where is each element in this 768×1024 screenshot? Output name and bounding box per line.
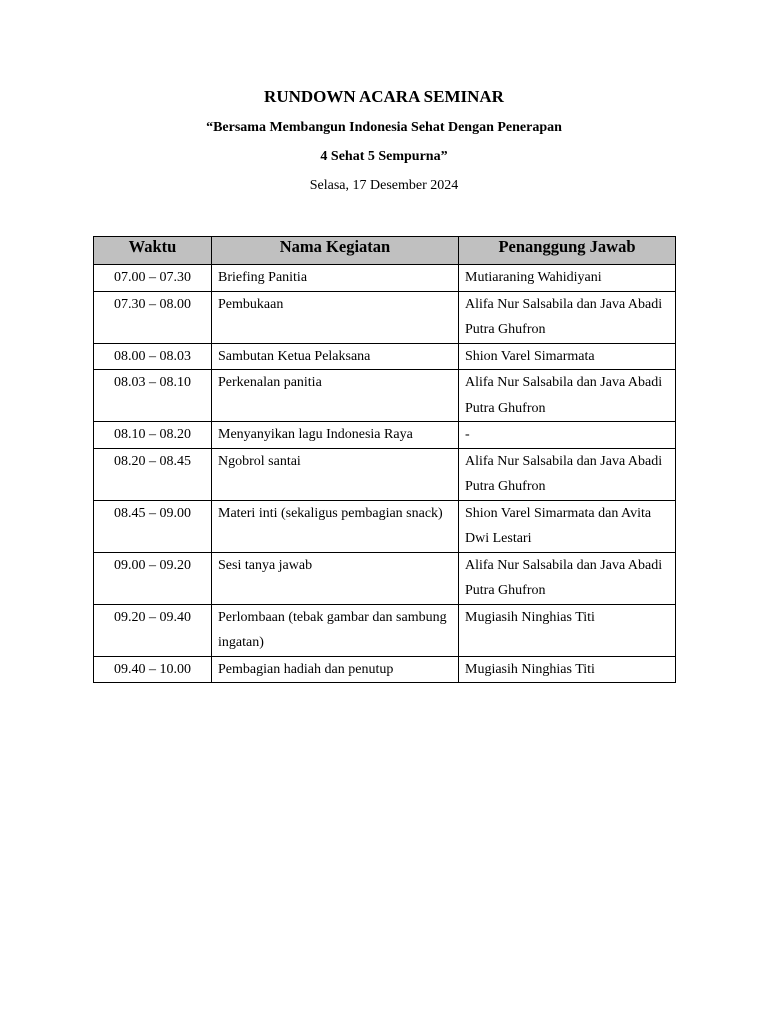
cell-penanggung-jawab: Shion Varel Simarmata dan Avita Dwi Lestari xyxy=(459,500,676,552)
cell-penanggung-jawab: Mugiasih Ninghias Titi xyxy=(459,656,676,683)
cell-kegiatan: Menyanyikan lagu Indonesia Raya xyxy=(212,422,459,449)
cell-penanggung-jawab: Alifa Nur Salsabila dan Java Abadi Putra Ghufron xyxy=(459,552,676,604)
cell-kegiatan: Briefing Panitia xyxy=(212,265,459,292)
cell-kegiatan: Pembagian hadiah dan penutup xyxy=(212,656,459,683)
cell-kegiatan: Sesi tanya jawab xyxy=(212,552,459,604)
cell-waktu: 08.10 – 08.20 xyxy=(94,422,212,449)
table-row xyxy=(94,422,676,449)
header-waktu: Waktu xyxy=(94,237,212,265)
cell-waktu: 08.20 – 08.45 xyxy=(94,448,212,500)
table-row xyxy=(94,370,676,422)
cell-penanggung-jawab: Alifa Nur Salsabila dan Java Abadi Putra Ghufron xyxy=(459,291,676,343)
cell-waktu: 08.00 – 08.03 xyxy=(94,343,212,370)
document-title: RUNDOWN ACARA SEMINAR xyxy=(264,87,504,106)
cell-penanggung-jawab: Mugiasih Ninghias Titi xyxy=(459,604,676,656)
header-nama-kegiatan: Nama Kegiatan xyxy=(212,237,459,265)
table-row xyxy=(94,604,676,656)
header-penanggung-jawab: Penanggung Jawab xyxy=(459,237,676,265)
cell-penanggung-jawab: Shion Varel Simarmata xyxy=(459,343,676,370)
cell-waktu: 07.00 – 07.30 xyxy=(94,265,212,292)
cell-waktu: 09.40 – 10.00 xyxy=(94,656,212,683)
cell-waktu: 08.03 – 08.10 xyxy=(94,370,212,422)
cell-penanggung-jawab: - xyxy=(459,422,676,449)
cell-penanggung-jawab: Alifa Nur Salsabila dan Java Abadi Putra Ghufron xyxy=(459,370,676,422)
cell-kegiatan: Perlombaan (tebak gambar dan sambung ingatan) xyxy=(212,604,459,656)
table-row xyxy=(94,291,676,343)
rundown-table xyxy=(93,236,676,683)
cell-waktu: 08.45 – 09.00 xyxy=(94,500,212,552)
cell-penanggung-jawab: Alifa Nur Salsabila dan Java Abadi Putra Ghufron xyxy=(459,448,676,500)
cell-kegiatan: Materi inti (sekaligus pembagian snack) xyxy=(212,500,459,552)
table-row xyxy=(94,500,676,552)
cell-kegiatan: Pembukaan xyxy=(212,291,459,343)
table-row xyxy=(94,265,676,292)
table-row xyxy=(94,656,676,683)
cell-waktu: 07.30 – 08.00 xyxy=(94,291,212,343)
event-date: Selasa, 17 Desember 2024 xyxy=(309,178,459,193)
cell-kegiatan: Sambutan Ketua Pelaksana xyxy=(212,343,459,370)
table-header-row xyxy=(94,237,676,265)
cell-kegiatan: Perkenalan panitia xyxy=(212,370,459,422)
cell-kegiatan: Ngobrol santai xyxy=(212,448,459,500)
seminar-theme-line-2: 4 Sehat 5 Sempurna” xyxy=(320,149,448,164)
table-row xyxy=(94,448,676,500)
cell-penanggung-jawab: Mutiaraning Wahidiyani xyxy=(459,265,676,292)
cell-waktu: 09.20 – 09.40 xyxy=(94,604,212,656)
seminar-theme-line-1: “Bersama Membangun Indonesia Sehat Dengan Penerapan xyxy=(206,120,562,135)
cell-waktu: 09.00 – 09.20 xyxy=(94,552,212,604)
table-row xyxy=(94,343,676,370)
table-row xyxy=(94,552,676,604)
